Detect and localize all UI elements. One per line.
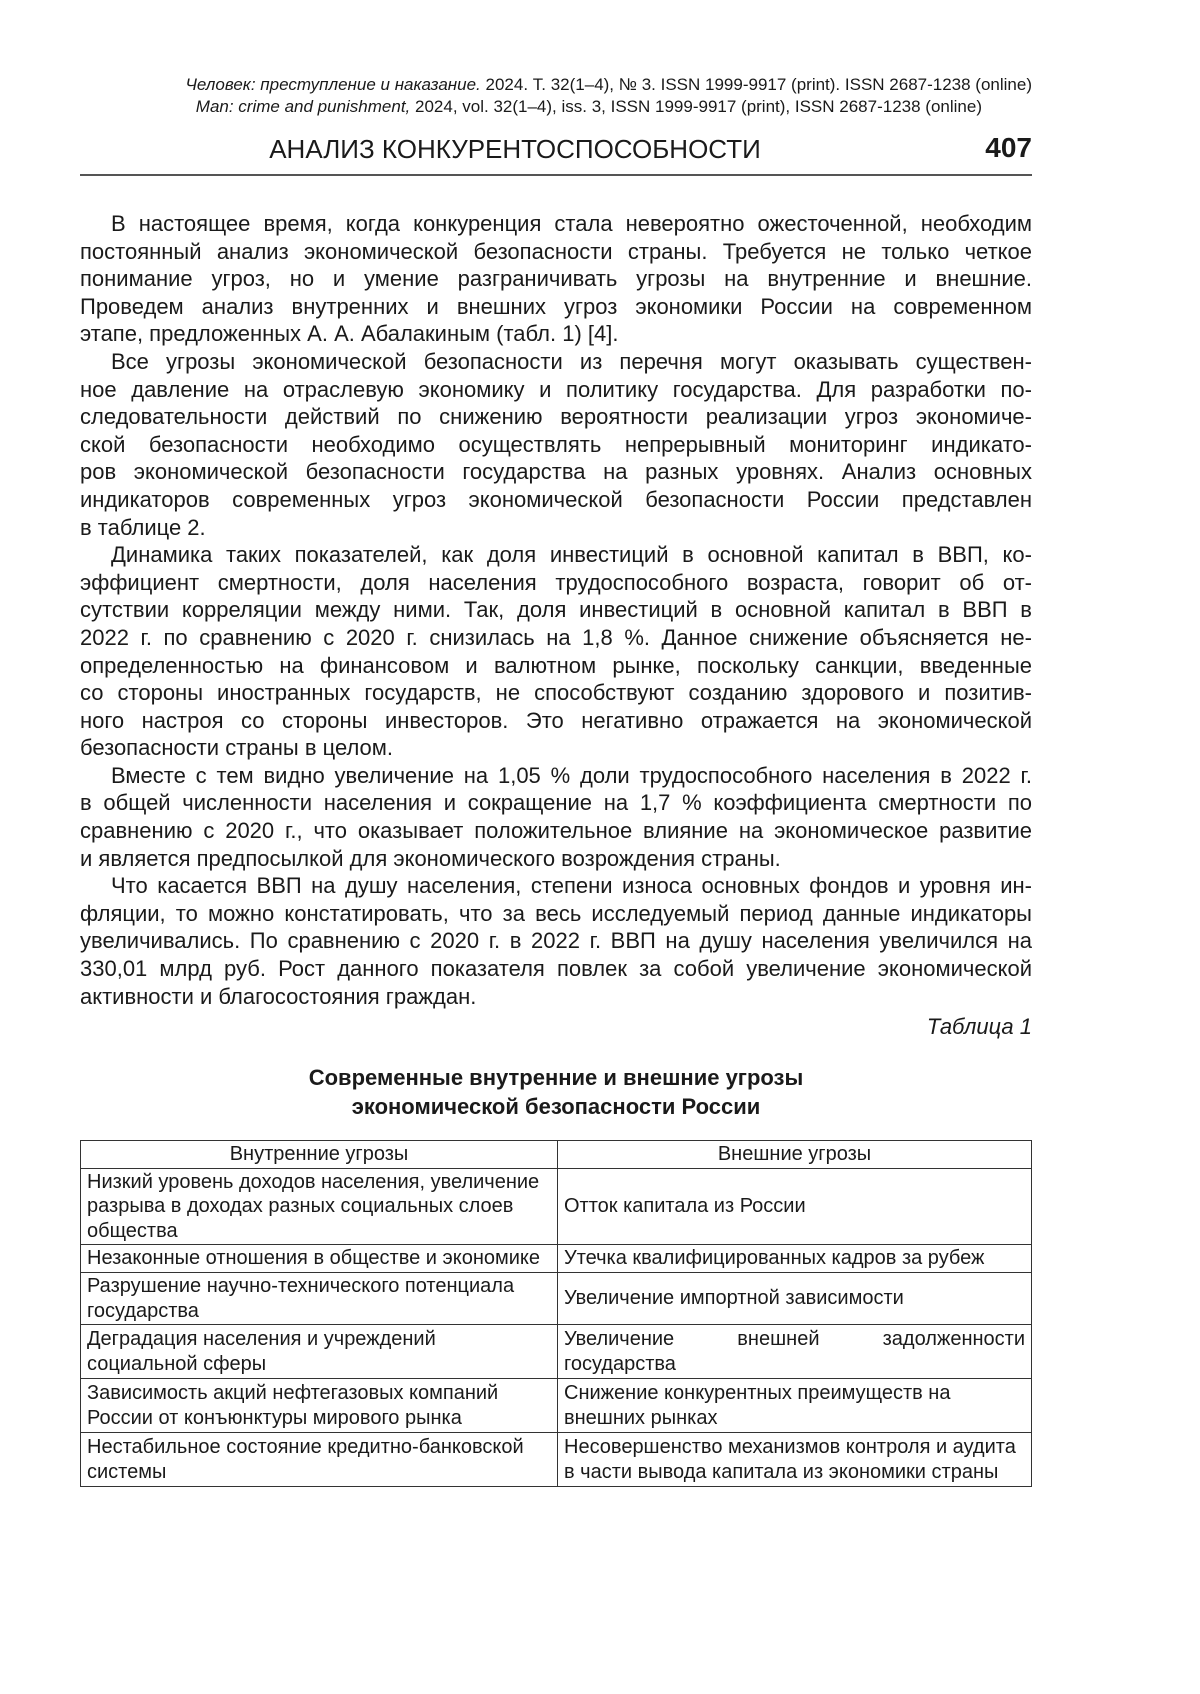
text-line: ного настроя со стороны инвесторов. Это негативно отражается на экономической xyxy=(80,707,1032,735)
journal-title-ru: Человек: преступление и наказание. xyxy=(185,75,480,94)
external-threat-cell: Увеличение импортной зависимости xyxy=(558,1273,1032,1325)
table-title-line: Современные внутренние и внешние угрозы xyxy=(80,1063,1032,1092)
running-header xyxy=(80,130,1032,176)
citation-ru-details: 2024. Т. 32(1–4), № 3. ISSN 1999-9917 (print). ISSN 2687-1238 (online) xyxy=(481,75,1032,94)
text-line: безопасности страны в целом. xyxy=(80,734,1032,762)
external-threat-cell: Несовершенство механизмов контроля и аудита в части вывода капитала из экономики страны xyxy=(558,1433,1032,1487)
internal-threat-cell: Низкий уровень доходов населения, увеличение разрыва в доходах разных социальных слоев общества xyxy=(81,1168,558,1245)
table-header-row xyxy=(81,1141,1032,1169)
table-label: Таблица 1 xyxy=(927,1014,1032,1040)
section-title: АНАЛИЗ КОНКУРЕНТОСПОСОБНОСТИ xyxy=(80,134,950,165)
paragraph xyxy=(80,210,1032,348)
text-line: сутствии корреляции между ними. Так, доля инвестиций в основной капитал в ВВП в xyxy=(80,596,1032,624)
citation-ru xyxy=(80,74,1032,96)
paragraph xyxy=(80,541,1032,762)
table-row xyxy=(81,1379,1032,1433)
citation-en xyxy=(80,96,1032,118)
text-line: ской безопасности необходимо осуществлять непрерывный мониторинг индикато- xyxy=(80,431,1032,459)
internal-threat-cell: Деградация населения и учреждений социальной сферы xyxy=(81,1325,558,1379)
internal-threat-cell: Нестабильное состояние кредитно-банковской системы xyxy=(81,1433,558,1487)
column-header: Внутренние угрозы xyxy=(81,1141,558,1169)
page-number: 407 xyxy=(985,132,1032,164)
text-line: В настоящее время, когда конкуренция стала невероятно ожесточенной, необходим xyxy=(80,210,1032,238)
table-title xyxy=(80,1063,1032,1121)
table-row xyxy=(81,1273,1032,1325)
threats-table xyxy=(80,1140,1032,1487)
paragraph xyxy=(80,762,1032,872)
text-line: определенностью на финансовом и валютном рынке, поскольку санкции, введенные xyxy=(80,652,1032,680)
citation-en-details: 2024, vol. 32(1–4), iss. 3, ISSN 1999-9917 (print), ISSN 2687-1238 (online) xyxy=(410,97,982,116)
table-row xyxy=(81,1168,1032,1245)
body-text xyxy=(80,210,1032,1010)
text-line: увеличивались. По сравнению с 2020 г. в 2022 г. ВВП на душу населения увеличился на xyxy=(80,927,1032,955)
internal-threat-cell: Разрушение научно-технического потенциала государства xyxy=(81,1273,558,1325)
text-line: фляции, то можно констатировать, что за весь исследуемый период данные индикаторы xyxy=(80,900,1032,928)
external-threat-cell: Утечка квалифицированных кадров за рубеж xyxy=(558,1245,1032,1273)
text-line: в таблице 2. xyxy=(80,514,1032,542)
text-line: 2022 г. по сравнению с 2020 г. снизилась на 1,8 %. Данное снижение объясняется не- xyxy=(80,624,1032,652)
text-line: ров экономической безопасности государства на разных уровнях. Анализ основных xyxy=(80,458,1032,486)
text-line: в общей численности населения и сокращение на 1,7 % коэффициента смертности по xyxy=(80,789,1032,817)
text-line: Что касается ВВП на душу населения, степени износа основных фондов и уровня ин- xyxy=(80,872,1032,900)
text-line: со стороны иностранных государств, не способствуют созданию здорового и позитив- xyxy=(80,679,1032,707)
text-line: 330,01 млрд руб. Рост данного показателя повлек за собой увеличение экономической xyxy=(80,955,1032,983)
text-line: понимание угроз, но и умение разграничивать угрозы на внутренние и внешние. xyxy=(80,265,1032,293)
external-threat-cell: Снижение конкурентных преимуществ на внешних рынках xyxy=(558,1379,1032,1433)
text-line: следовательности действий по снижению вероятности реализации угроз экономиче- xyxy=(80,403,1032,431)
journal-title-en: Man: crime and punishment, xyxy=(196,97,411,116)
text-line: и является предпосылкой для экономического возрождения страны. xyxy=(80,845,1032,873)
text-line: сравнению с 2020 г., что оказывает положительное влияние на экономическое развитие xyxy=(80,817,1032,845)
external-threat-cell: Отток капитала из России xyxy=(558,1168,1032,1245)
table-row xyxy=(81,1325,1032,1379)
text-line: ное давление на отраслевую экономику и политику государства. Для разработки по- xyxy=(80,376,1032,404)
text-line: активности и благосостояния граждан. xyxy=(80,983,1032,1011)
text-line: эффициент смертности, доля населения трудоспособного возраста, говорит об от- xyxy=(80,569,1032,597)
table-title-line: экономической безопасности России xyxy=(80,1092,1032,1121)
column-header: Внешние угрозы xyxy=(558,1141,1032,1169)
external-threat-cell: Увеличение внешней задолженности государства xyxy=(558,1325,1032,1379)
text-line: Динамика таких показателей, как доля инвестиций в основной капитал в ВВП, ко- xyxy=(80,541,1032,569)
journal-citation xyxy=(80,74,1032,118)
text-line: Все угрозы экономической безопасности из перечня могут оказывать существен- xyxy=(80,348,1032,376)
table-row xyxy=(81,1433,1032,1487)
text-line: индикаторов современных угроз экономической безопасности России представлен xyxy=(80,486,1032,514)
text-line: Вместе с тем видно увеличение на 1,05 % доли трудоспособного населения в 2022 г. xyxy=(80,762,1032,790)
text-line: этапе, предложенных А. А. Абалакиным (табл. 1) [4]. xyxy=(80,320,1032,348)
internal-threat-cell: Незаконные отношения в обществе и экономике xyxy=(81,1245,558,1273)
text-line: Проведем анализ внутренних и внешних угроз экономики России на современном xyxy=(80,293,1032,321)
internal-threat-cell: Зависимость акций нефтегазовых компаний России от конъюнктуры мирового рынка xyxy=(81,1379,558,1433)
table-row xyxy=(81,1245,1032,1273)
paragraph xyxy=(80,872,1032,1010)
paragraph xyxy=(80,348,1032,541)
text-line: постоянный анализ экономической безопасности страны. Требуется не только четкое xyxy=(80,238,1032,266)
